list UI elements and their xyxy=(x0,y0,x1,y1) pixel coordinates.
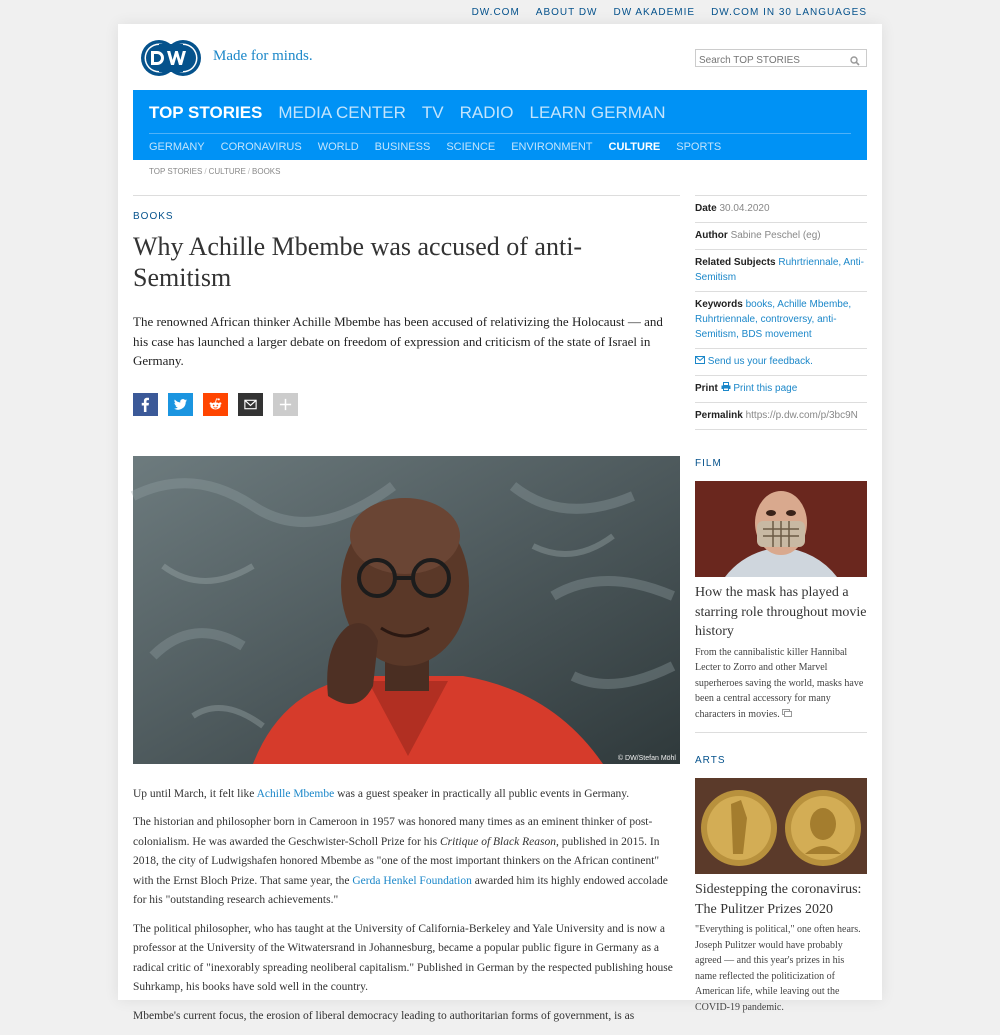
share-twitter-button[interactable] xyxy=(168,393,193,416)
meta-keywords xyxy=(695,292,867,349)
breadcrumb-top-stories[interactable]: TOP STORIES xyxy=(149,167,203,176)
paragraph-text: , published in 2015. In 2018, the city of Ludwigshafen honored Mbembe as "one of the most important thinkers on the African continent" with the Ernst Bloch Prize. That same year, the xyxy=(133,835,660,887)
teaser-image[interactable] xyxy=(695,481,867,577)
breadcrumb xyxy=(149,167,280,176)
article-paragraph: The political philosopher, who has taught at the University of California-Berkeley and Yale University and is now a professor at the University of the Witwatersrand in Johannesburg, became a popular public figure in Germany as a radical critic of "inexorably spreading neoliberal capitalism." Published in German by the respected publishing house Suhrkamp, his books have sold well in the country. xyxy=(133,922,673,993)
article-paragraph xyxy=(133,813,680,911)
share-email-button[interactable] xyxy=(238,393,263,416)
related-subjects-links[interactable]: Ruhrtriennale, Anti-Semitism xyxy=(695,257,864,283)
article-paragraph: Mbembe's current focus, the erosion of liberal democracy leading to authoritarian forms of government, is as xyxy=(133,1009,635,1022)
teaser-section-label[interactable]: FILM xyxy=(695,458,722,469)
breadcrumb-separator: / xyxy=(247,167,251,176)
teaser-title[interactable]: How the mask has played a starring role throughout movie history xyxy=(695,585,867,639)
page-container xyxy=(118,24,882,1022)
article-title: Why Achille Mbembe was accused of anti-Semitism xyxy=(133,232,583,292)
gallery-icon[interactable] xyxy=(782,709,792,720)
meta-label: Print xyxy=(695,383,718,394)
subnav-sports[interactable]: SPORTS xyxy=(676,141,722,153)
link-achille-mbembe[interactable]: Achille Mbembe xyxy=(256,787,335,800)
meta-label: Permalink xyxy=(695,410,743,421)
link-gerda-henkel-foundation[interactable]: Gerda Henkel Foundation xyxy=(352,874,472,887)
top-link-about-dw[interactable]: ABOUT DW xyxy=(535,7,598,18)
secondary-nav xyxy=(149,141,721,153)
tagline: Made for minds. xyxy=(213,48,313,64)
email-icon xyxy=(243,397,258,412)
primary-nav xyxy=(149,103,666,123)
paragraph-text: The historian and philosopher born in Cameroon in 1957 was honored many times as an eminent thinker of post-colonialism. He was awarded the Geschwister-Scholl Prize for his xyxy=(133,816,653,848)
subnav-coronavirus[interactable]: CORONAVIRUS xyxy=(220,141,302,153)
top-links xyxy=(472,7,867,18)
article-body xyxy=(133,785,680,1027)
teaser-text xyxy=(695,645,867,723)
teaser-arts xyxy=(695,755,867,1015)
subnav-culture[interactable]: CULTURE xyxy=(608,141,661,153)
teaser-title[interactable]: Sidestepping the coronavirus: The Pulitzer Prizes 2020 xyxy=(695,882,862,917)
teaser-film xyxy=(695,458,867,733)
search-box xyxy=(695,49,867,67)
article-paragraph xyxy=(133,785,680,805)
nav-learn-german[interactable]: LEARN GERMAN xyxy=(529,103,666,122)
article-kicker[interactable]: BOOKS xyxy=(133,211,174,222)
mail-icon xyxy=(695,356,705,367)
reddit-icon xyxy=(208,397,223,412)
meta-label: Related Subjects xyxy=(695,257,776,268)
print-link[interactable]: Print this page xyxy=(733,383,798,394)
permalink-url[interactable]: https://p.dw.com/p/3bc9N xyxy=(745,410,858,421)
dw-logo[interactable] xyxy=(140,39,202,77)
subnav-germany[interactable]: GERMANY xyxy=(149,141,205,153)
top-utility-bar xyxy=(0,0,1000,24)
nav-divider xyxy=(149,133,851,134)
printer-icon xyxy=(721,383,731,394)
teaser-image[interactable] xyxy=(695,778,867,874)
article xyxy=(133,195,680,1035)
pulitzer-medals-image xyxy=(695,778,867,874)
share-facebook-button[interactable] xyxy=(133,393,158,416)
breadcrumb-separator: / xyxy=(204,167,207,176)
search-icon[interactable] xyxy=(850,53,860,63)
teaser-description: From the cannibalistic killer Hannibal Lecter to Zorro and other Marvel superheroes saving the world, masks have been a central accessory for many characters in movies. xyxy=(695,646,864,720)
facebook-icon xyxy=(138,397,153,412)
sidebar xyxy=(695,195,867,1015)
movie-mask-image xyxy=(695,481,867,577)
top-link-dw-akademie[interactable]: DW AKADEMIE xyxy=(613,7,696,18)
meta-label: Keywords xyxy=(695,299,743,310)
meta-date xyxy=(695,196,867,223)
article-meta xyxy=(695,195,867,430)
main-navigation xyxy=(133,90,867,160)
meta-label: Date xyxy=(695,203,717,214)
feedback-link[interactable]: Send us your feedback. xyxy=(707,356,813,367)
meta-value: 30.04.2020 xyxy=(719,203,770,214)
article-intro: The renowned African thinker Achille Mbembe has been accused of relativizing the Holocaust — and his case has launched a larger debate on freedom of expression and criticism of the state of Israel in Germany. xyxy=(133,314,663,368)
subnav-world[interactable]: WORLD xyxy=(317,141,359,153)
subnav-science[interactable]: SCIENCE xyxy=(446,141,496,153)
subnav-environment[interactable]: ENVIRONMENT xyxy=(511,141,593,153)
meta-print xyxy=(695,376,867,403)
twitter-icon xyxy=(173,397,188,412)
meta-label: Author xyxy=(695,230,728,241)
meta-feedback xyxy=(695,349,867,376)
top-link-languages[interactable]: DW.COM IN 30 LANGUAGES xyxy=(711,7,867,18)
share-reddit-button[interactable] xyxy=(203,393,228,416)
breadcrumb-culture[interactable]: CULTURE xyxy=(208,167,246,176)
paragraph-text: awarded him its highly endowed accolade for his "outstanding research achievements." xyxy=(133,874,668,906)
teaser-divider xyxy=(695,732,867,733)
plus-icon xyxy=(278,397,293,412)
nav-radio[interactable]: RADIO xyxy=(459,103,514,122)
top-link-dw-com[interactable]: DW.COM xyxy=(471,7,520,18)
nav-top-stories[interactable]: TOP STORIES xyxy=(149,103,263,122)
share-bar xyxy=(133,393,680,416)
subnav-business[interactable]: BUSINESS xyxy=(374,141,431,153)
teaser-text: "Everything is political," one often hears. Joseph Pulitzer would have probably agreed — and this year's prizes in his name reflected the politicization of American life, while leaving out the COVID-19 pandemic. xyxy=(695,924,861,1013)
meta-author xyxy=(695,223,867,250)
article-top-rule xyxy=(133,195,680,196)
keywords-links[interactable]: books, Achille Mbembe, Ruhrtriennale, controversy, anti-Semitism, BDS movement xyxy=(695,299,852,340)
paragraph-text: Up until March, it felt like xyxy=(133,787,257,800)
meta-permalink xyxy=(695,403,867,430)
nav-tv[interactable]: TV xyxy=(421,103,444,122)
portrait-image xyxy=(133,456,680,764)
paragraph-text: was a guest speaker in practically all public events in Germany. xyxy=(334,787,630,800)
photo-credit: © DW/Stefan Möhl xyxy=(617,754,676,762)
article-photo[interactable] xyxy=(133,456,680,764)
breadcrumb-books[interactable]: BOOKS xyxy=(252,167,281,176)
meta-value: Sabine Peschel (eg) xyxy=(730,230,821,241)
search-input[interactable] xyxy=(696,53,846,69)
meta-related-subjects xyxy=(695,250,867,292)
book-title: Critique of Black Reason xyxy=(440,835,556,848)
teaser-section-label[interactable]: ARTS xyxy=(695,755,726,766)
share-more-button[interactable] xyxy=(273,393,298,416)
nav-media-center[interactable]: MEDIA CENTER xyxy=(278,103,406,122)
